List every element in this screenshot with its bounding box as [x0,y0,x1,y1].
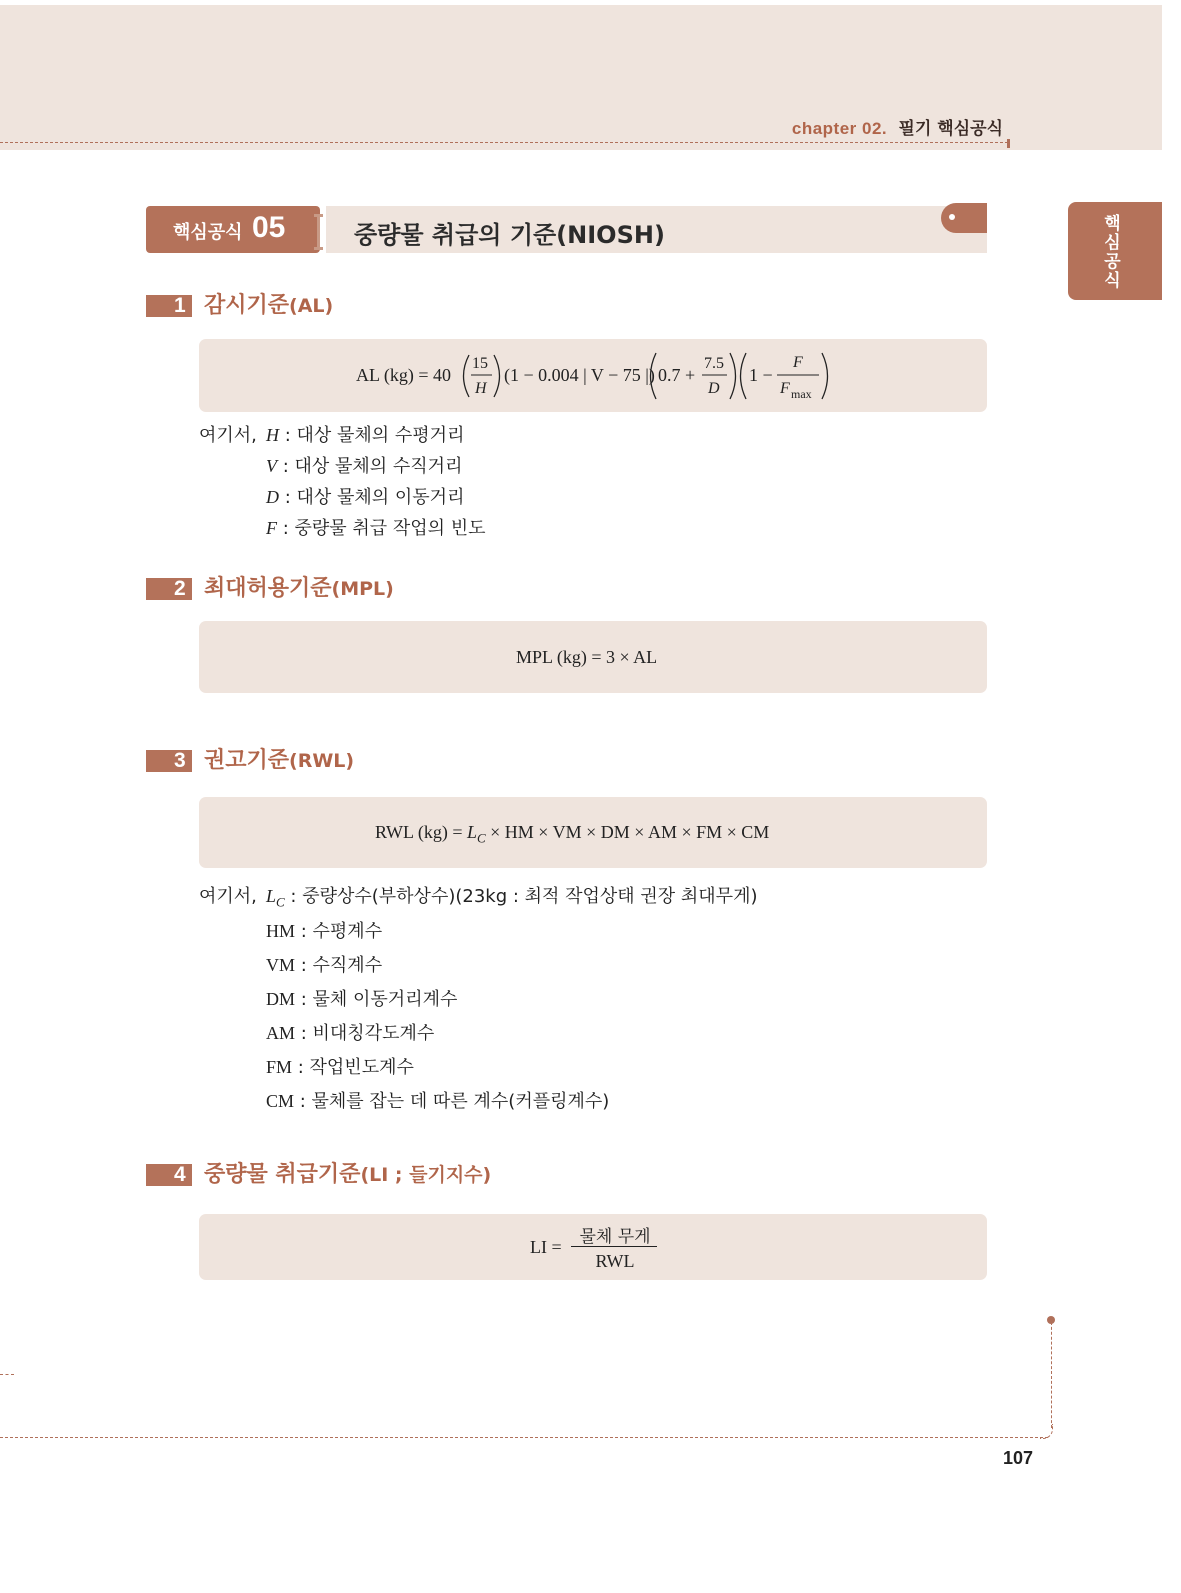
formula-li-lhs: LI = [530,1237,562,1257]
title-tag-label: 핵심공식 [173,222,243,243]
section-number-box [146,750,192,772]
paren-close [494,355,500,397]
section-number: 1 [174,294,186,317]
section-number: 2 [174,577,186,600]
section-title-text: 중량물 취급기준 [204,1162,361,1187]
frac3-num: F [793,354,803,371]
title-bar [326,206,987,253]
definition-text: : 대상 물체의 수직거리 [282,456,463,477]
title-tag-number: 05 [252,211,286,244]
formula-rwl [375,822,769,847]
header-divider-tick [1007,139,1010,148]
paren-open [464,355,470,397]
title-tag [146,206,320,253]
definition-text: : 물체를 잡는 데 따른 계수(커플링계수) [299,1091,610,1112]
formula-rwl-lhs: RWL (kg) = [375,822,463,842]
section-number-box [146,295,192,317]
definition-symbol: VM [266,955,296,975]
section-title-text: 최대허용기준 [204,576,332,601]
frac1-den: H [475,380,487,397]
definition-symbol-sub: C [276,894,285,910]
definition-symbol: L [266,886,277,906]
definition-symbol: FM [266,1057,293,1077]
section-title [204,743,354,774]
section-title-text: 권고기준 [204,748,290,773]
formula-al-lhs: AL (kg) = 40 [356,365,451,385]
definition-row [266,1087,609,1113]
definition-symbol: HM [266,921,296,941]
formula-al-part3: 0.7 + [658,365,696,385]
footer-divider-left [0,1374,14,1375]
side-index-tab-label: 핵심공식 [1100,214,1120,290]
definition-row [266,421,464,447]
definition-text: : 중량상수(부하상수)(23kg : 최적 작업상태 권장 최대무게) [290,886,758,907]
formula-box-rwl [199,797,987,868]
where-lead-3: 여기서, [199,886,257,907]
section-number-box [146,1164,192,1186]
definition-row [266,483,464,509]
definition-row [266,985,457,1011]
formula-li-bar [571,1246,657,1247]
section-title-abbr: (LI ; 들기지수) [360,1164,492,1186]
section-number: 4 [174,1163,186,1186]
page-title: 중량물 취급의 기준(NIOSH) [354,221,665,249]
frac1-num: 15 [472,355,488,372]
definition-row [266,882,757,911]
footer-vertical-divider [1051,1322,1052,1428]
formula-al-part4: 1 − [749,365,773,385]
definition-symbol: H [266,425,279,445]
where-lead-1: 여기서, [199,425,257,446]
formula-li-num: 물체 무게 [579,1227,651,1247]
definition-text: : 대상 물체의 이동거리 [284,487,465,508]
section-title [204,288,333,319]
definition-text: : 대상 물체의 수평거리 [284,425,465,446]
formula-li-den: RWL [595,1251,635,1271]
definition-row [266,917,382,943]
definition-text: : 수직계수 [300,955,383,976]
definition-symbol: V [266,456,277,476]
frac2-den: D [708,380,720,397]
formula-rwl-lc: L [466,822,477,842]
formula-al-part2: (1 − 0.004 | V − 75 |) [504,365,655,385]
chapter-subtitle: 필기 핵심공식 [898,119,1003,139]
section-title-abbr: (AL) [289,295,334,317]
section-title [204,571,394,602]
section-number: 3 [174,749,186,772]
title-pin-ornament [941,203,987,233]
definition-text: : 작업빈도계수 [297,1057,414,1078]
header-divider [0,142,1008,143]
paren-open [741,353,747,399]
definition-row [266,1053,414,1079]
section-title [204,1157,491,1188]
side-index-tab [1068,202,1162,300]
section-title-text: 감시기준 [204,293,290,318]
definition-row [266,452,462,478]
paren-close [822,353,828,399]
definition-symbol: AM [266,1023,296,1043]
definition-row [266,951,382,977]
formula-al [199,339,987,412]
formula-box-mpl [199,621,987,693]
definition-text: : 중량물 취급 작업의 빈도 [282,518,486,539]
definition-symbol: CM [266,1091,295,1111]
definition-row [266,1019,434,1045]
definition-text: : 물체 이동거리계수 [300,989,458,1010]
formula-rwl-rhs: × HM × VM × DM × AM × FM × CM [490,822,770,842]
running-header [792,114,1003,139]
chapter-label: chapter 02. [791,119,888,138]
definition-row [266,514,486,540]
definition-symbol: D [266,487,279,507]
definition-symbol: F [266,518,277,538]
section-title-abbr: (MPL) [331,578,394,600]
definition-symbol: DM [266,989,296,1009]
frac3-den-sub: max [791,387,812,401]
formula-mpl: MPL (kg) = 3 × AL [516,647,658,667]
formula-rwl-lc-sub: C [476,830,486,846]
formula-box-li [199,1214,987,1280]
page-number: 107 [1003,1448,1034,1468]
footer-divider [0,1437,1048,1438]
title-bracket-ornament [314,214,323,250]
section-number-box [146,578,192,600]
section-title-abbr: (RWL) [289,750,355,772]
paren-close [730,353,736,399]
definition-text: : 수평계수 [300,921,383,942]
definition-text: : 비대칭각도계수 [300,1023,435,1044]
frac3-den: F [780,380,790,397]
frac2-num: 7.5 [704,355,724,372]
formula-box-al [199,339,987,412]
